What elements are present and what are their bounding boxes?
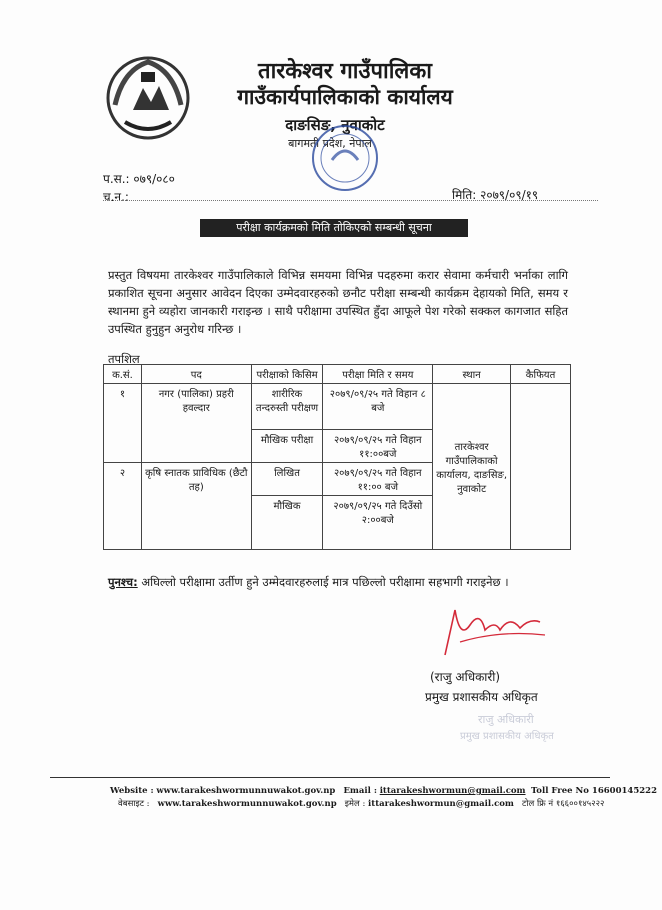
handwritten-signature-icon — [440, 600, 550, 660]
remarks-cell — [511, 384, 571, 550]
notice-date: मिति: २०७९/०९/१९ — [452, 188, 539, 202]
header-exam-type: परीक्षाको किसिम — [251, 365, 323, 384]
venue-cell: तारकेश्वर गाउँपालिकाको कार्यालय, दाङसिङ, नुवाकोट — [433, 384, 511, 550]
np-website-link[interactable]: www.tarakeshwormunnuwakot.gov.np — [157, 799, 337, 809]
header-datetime: परीक्षा मिति र समय — [323, 365, 433, 384]
office-province: बागमती प्रदेश, नेपाल — [288, 137, 372, 150]
notice-subject: परीक्षा कार्यक्रमको मिति तोकिएको सम्बन्धी सूचना — [200, 219, 468, 237]
tollfree-number: Toll Free No 16600145222 — [530, 786, 657, 796]
header-divider — [103, 200, 598, 201]
office-subtitle: गाउँकार्यपालिकाको कार्यालय — [237, 85, 453, 109]
exam-schedule-table — [103, 364, 571, 550]
header-venue: स्थान — [433, 365, 511, 384]
email-label: Email : — [343, 786, 377, 796]
row-datetime: २०७९/०९/२५ गते विहान ८ बजे — [323, 384, 433, 430]
np-email-label: इमेल : — [344, 799, 366, 809]
office-location: दाङसिङ, नुवाकोट — [285, 116, 385, 134]
row-exam-type: लिखित — [251, 463, 323, 496]
office-stamp-icon — [300, 120, 390, 200]
website-label: Website : — [110, 786, 154, 796]
signatory-name: (राजु अधिकारी) — [430, 670, 501, 684]
faint-stamp-name: राजु अधिकारी — [478, 713, 534, 726]
dispatch-number: च.न.: — [103, 190, 129, 204]
schedule-label: तपशिल — [108, 352, 140, 366]
row-datetime: २०७९/०९/२५ गते दिउँसो २:००बजे — [323, 496, 433, 550]
signatory-title: प्रमुख प्रशासकीय अधिकृत — [425, 690, 538, 704]
postscript — [108, 575, 578, 590]
table-header-row — [104, 365, 571, 384]
website-link[interactable]: www.tarakeshwormunnuwakot.gov.np — [156, 786, 336, 796]
header-remarks: कैफियत — [511, 365, 571, 384]
row-post: नगर (पालिका) प्रहरी हवल्दार — [141, 384, 251, 463]
reference-number: प.स.: ०७९/०८० — [103, 172, 175, 186]
row-exam-type: शारीरिक तन्दरुस्ती परीक्षण — [251, 384, 323, 430]
header-sn: क.सं. — [104, 365, 142, 384]
footer-line-en — [110, 786, 657, 796]
row-sn: २ — [104, 463, 142, 550]
row-post: कृषि स्नातक प्राविधिक (छैटौ तह) — [141, 463, 251, 550]
header-post: पद — [141, 365, 251, 384]
postscript-label: पुनश्च: — [108, 575, 138, 589]
footer-divider — [50, 777, 610, 778]
row-datetime: २०७९/०९/२५ गते विहान ११:०० बजे — [323, 463, 433, 496]
table-row — [104, 384, 571, 430]
row-exam-type: मौखिक परीक्षा — [251, 430, 323, 463]
row-exam-type: मौखिक — [251, 496, 323, 550]
email-link[interactable]: ittarakeshwormun@gmail.com — [379, 786, 526, 796]
row-datetime: २०७९/०९/२५ गते विहान ११:००बजे — [323, 430, 433, 463]
postscript-text: अघिल्लो परीक्षामा उर्तीण हुने उम्मेदवारहरुलाई मात्र पछिल्लो परीक्षामा सहभागी गराइनेछ । — [141, 575, 509, 589]
np-tollfree-number: टोल फ्रि नं १६६००१४५२२२ — [522, 799, 605, 809]
nepal-emblem-icon — [103, 50, 193, 142]
np-website-label: वेबसाइट : — [118, 799, 150, 809]
office-name: तारकेश्वर गाउँपालिका — [258, 59, 432, 84]
notice-body: प्रस्तुत विषयमा तारकेश्वर गाउँपालिकाले विभिन्न समयमा विभिन्न पदहरुमा करार सेवामा कर्मचारी भर्नाका लागि प्रकाशित सूचना अनुसार आवेदन दिएका उम्मेदवारहरुको छनौट परीक्षा सम्बन्धी कार्यक्रम देहायको मिति, समय र स्थानमा हुने व्यहोरा जानकारी गराइन्छ । साथै परीक्षामा उपस्थित हुँदा आफूले पेश गरेको सक्कल कागजात सहित उपस्थित हुनुहुन अनुरोध गरिन्छ । — [108, 268, 568, 336]
faint-stamp-title: प्रमुख प्रशासकीय अधिकृत — [460, 731, 554, 742]
np-email-link[interactable]: ittarakeshwormun@gmail.com — [368, 799, 514, 809]
footer-line-np — [118, 798, 604, 809]
row-sn: १ — [104, 384, 142, 463]
